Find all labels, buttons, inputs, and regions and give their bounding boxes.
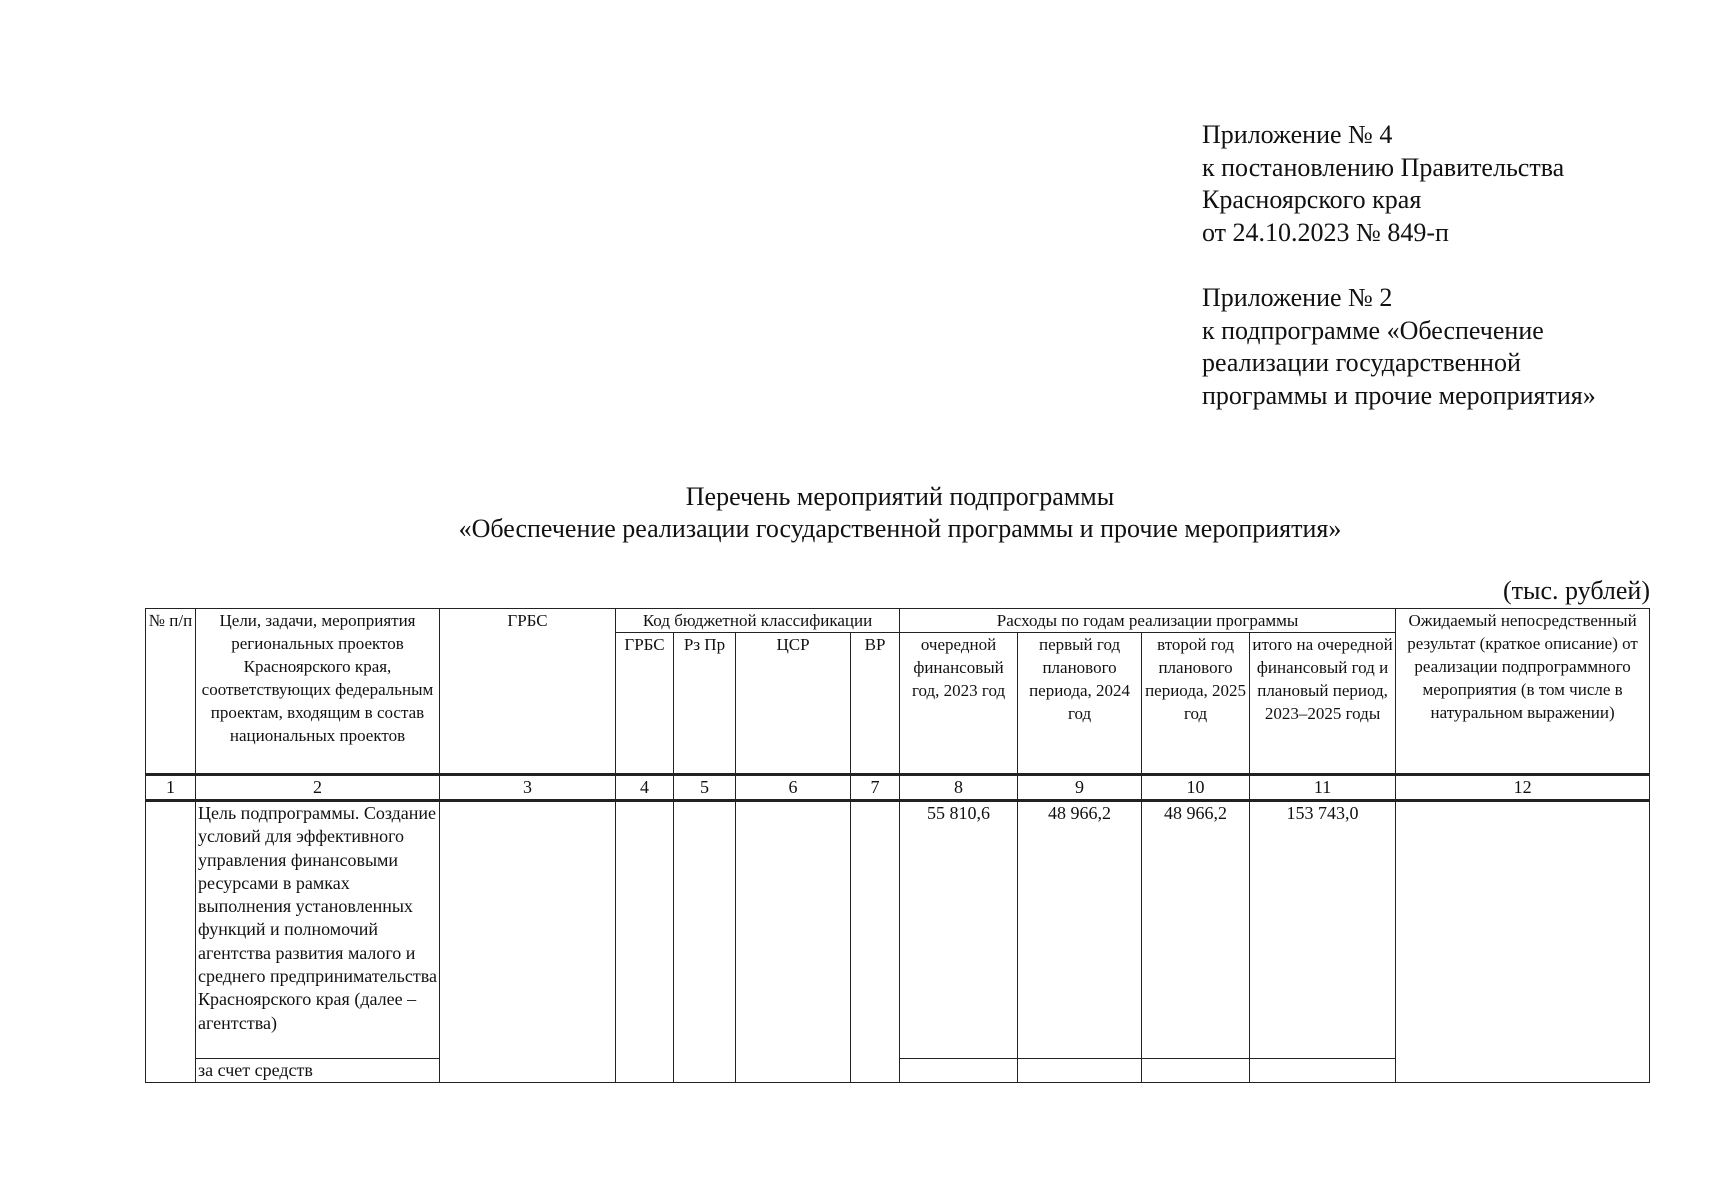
code-csr-cell <box>736 801 851 1083</box>
column-number: 6 <box>736 775 851 801</box>
value-2025-cell: 48 966,2 <box>1142 801 1250 1059</box>
grbs-cell <box>440 801 616 1083</box>
header-code-vr: ВР <box>851 633 900 775</box>
header-goals: Цели, задачи, мероприятия региональных проектов Красноярского края, соответствующих федеральным проектам, входящим в состав национальных проектов <box>196 609 440 775</box>
header-exp-2024: первый год планового периода, 2024 год <box>1018 633 1142 775</box>
appendix-2-line: к подпрограмме «Обеспечение <box>1202 315 1544 345</box>
value-2023-cell <box>900 1059 1018 1083</box>
column-number: 4 <box>616 775 674 801</box>
header-num: № п/п <box>146 609 196 775</box>
column-number: 2 <box>196 775 440 801</box>
code-grbs-cell <box>616 801 674 1083</box>
column-number: 8 <box>900 775 1018 801</box>
appendix-4-line: Приложение № 4 <box>1202 120 1393 149</box>
header-budget-code: Код бюджетной классификации <box>616 609 900 633</box>
units-label: (тыс. рублей) <box>1502 576 1650 605</box>
value-2023-cell: 55 810,6 <box>900 801 1018 1059</box>
column-number: 11 <box>1250 775 1396 801</box>
row-num-cell <box>146 801 196 1083</box>
goal-cell: за счет средств <box>196 1059 440 1083</box>
value-2024-cell: 48 966,2 <box>1018 801 1142 1059</box>
column-number: 1 <box>146 775 196 801</box>
column-number: 5 <box>674 775 736 801</box>
header-code-grbs: ГРБС <box>616 633 674 775</box>
column-number-row <box>146 775 1650 801</box>
code-rzpr-cell <box>674 801 736 1083</box>
document-title-line1: Перечень мероприятий подпрограммы <box>685 482 1115 511</box>
header-result: Ожидаемый непосредственный результат (краткое описание) от реализации подпрограммного мероприятия (в том числе в натуральном выражении) <box>1396 609 1650 775</box>
code-vr-cell <box>851 801 900 1083</box>
appendix-4-block <box>1202 119 1564 249</box>
value-2024-cell <box>1018 1059 1142 1083</box>
value-total-cell: 153 743,0 <box>1250 801 1396 1059</box>
appendix-2-line: Приложение № 2 <box>1202 283 1393 312</box>
column-number: 10 <box>1142 775 1250 801</box>
value-total-cell <box>1250 1059 1396 1083</box>
measures-table <box>145 608 1650 1083</box>
appendix-4-line: к постановлению Правительства <box>1202 152 1565 182</box>
appendix-2-line: программы и прочие мероприятия» <box>1202 380 1596 410</box>
header-code-rzpr: Рз Пр <box>674 633 736 775</box>
header-exp-total: итого на очередной финансовый год и плановый период, 2023–2025 годы <box>1250 633 1396 775</box>
header-expenses: Расходы по годам реализации программы <box>900 609 1396 633</box>
goal-cell: Цель подпрограммы. Создание условий для эффективного управления финансовыми ресурсами в рамках выполнения установленных функций и полномочий агентства развития малого и среднего предпринимательства Красноярского края (далее – агентства) <box>196 801 440 1059</box>
header-exp-2023: очередной финансовый год, 2023 год <box>900 633 1018 775</box>
header-grbs: ГРБС <box>440 609 616 775</box>
value-2025-cell <box>1142 1059 1250 1083</box>
appendix-2-line: реализации государственной <box>1202 348 1521 377</box>
header-code-csr: ЦСР <box>736 633 851 775</box>
column-number: 12 <box>1396 775 1650 801</box>
header-exp-2025: второй год планового периода, 2025 год <box>1142 633 1250 775</box>
table-row <box>146 801 1650 1059</box>
result-cell <box>1396 801 1650 1083</box>
appendix-4-line: Красноярского края <box>1202 185 1422 214</box>
document-title-line2: «Обеспечение реализации государственной программы и прочие мероприятия» <box>458 514 1342 543</box>
column-number: 9 <box>1018 775 1142 801</box>
appendix-2-block <box>1202 282 1596 412</box>
appendix-4-line: от 24.10.2023 № 849-п <box>1202 217 1449 247</box>
column-number: 7 <box>851 775 900 801</box>
column-number: 3 <box>440 775 616 801</box>
